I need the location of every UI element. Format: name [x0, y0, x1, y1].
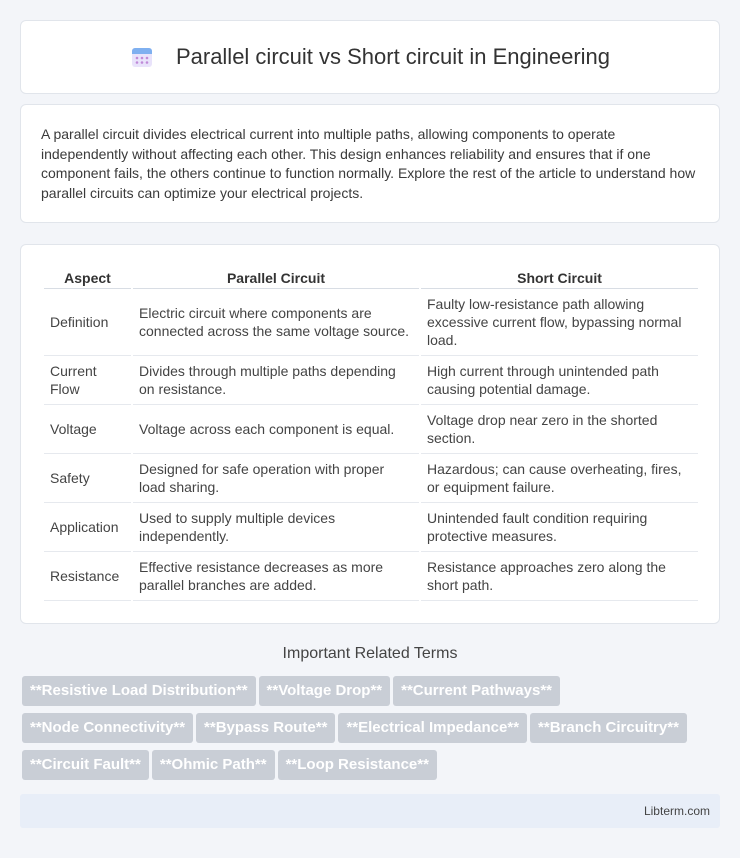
row-short: Hazardous; can cause overheating, fires, or equipment failure.	[421, 454, 698, 503]
related-terms-heading: Important Related Terms	[282, 645, 458, 662]
table-row	[44, 503, 698, 552]
row-parallel: Effective resistance decreases as more parallel branches are added.	[133, 552, 419, 601]
row-parallel: Divides through multiple paths depending on resistance.	[133, 356, 419, 405]
row-aspect: Application	[44, 503, 131, 552]
term-tag[interactable]: **Current Pathways**	[393, 676, 560, 706]
row-aspect: Voltage	[44, 405, 131, 454]
term-tag[interactable]: **Voltage Drop**	[259, 676, 391, 706]
row-short: Unintended fault condition requiring protective measures.	[421, 503, 698, 552]
term-tag[interactable]: **Circuit Fault**	[22, 750, 149, 780]
header-short-circuit: Short Circuit	[421, 265, 698, 289]
intro-text: A parallel circuit divides electrical current into multiple paths, allowing components to operate independently without affecting each other. This design enhances reliability and ensures that if one component fails, the others continue to function normally. Explore the rest of the article to understand how parallel circuits can optimize your electrical projects.	[41, 126, 696, 201]
term-tag[interactable]: **Branch Circuitry**	[530, 713, 687, 743]
row-parallel: Electric circuit where components are connected across the same voltage source.	[133, 289, 419, 356]
term-tag[interactable]: **Loop Resistance**	[278, 750, 437, 780]
term-tag[interactable]: **Electrical Impedance**	[338, 713, 527, 743]
related-terms-list	[22, 676, 722, 787]
footer	[20, 794, 720, 828]
intro-card	[20, 104, 720, 223]
row-parallel: Used to supply multiple devices independently.	[133, 503, 419, 552]
table-header-row	[44, 265, 698, 289]
row-short: Resistance approaches zero along the short path.	[421, 552, 698, 601]
table-row	[44, 552, 698, 601]
term-tag[interactable]: **Bypass Route**	[196, 713, 335, 743]
comparison-table	[42, 265, 700, 601]
row-aspect: Safety	[44, 454, 131, 503]
header-aspect: Aspect	[44, 265, 131, 289]
term-tag[interactable]: **Ohmic Path**	[152, 750, 275, 780]
row-aspect: Resistance	[44, 552, 131, 601]
row-parallel: Voltage across each component is equal.	[133, 405, 419, 454]
comparison-table-card	[20, 244, 720, 624]
row-short: Faulty low-resistance path allowing excessive current flow, bypassing normal load.	[421, 289, 698, 356]
term-tag[interactable]: **Node Connectivity**	[22, 713, 193, 743]
table-row	[44, 289, 698, 356]
footer-brand[interactable]: Libterm.com	[643, 804, 710, 818]
term-tag[interactable]: **Resistive Load Distribution**	[22, 676, 256, 706]
row-short: Voltage drop near zero in the shorted section.	[421, 405, 698, 454]
row-parallel: Designed for safe operation with proper load sharing.	[133, 454, 419, 503]
page-title: Parallel circuit vs Short circuit in Engineering	[175, 44, 611, 69]
row-aspect: Current Flow	[44, 356, 131, 405]
title-card	[20, 20, 720, 94]
table-row	[44, 454, 698, 503]
row-short: High current through unintended path causing potential damage.	[421, 356, 698, 405]
row-aspect: Definition	[44, 289, 131, 356]
table-row	[44, 405, 698, 454]
header-parallel-circuit: Parallel Circuit	[133, 265, 419, 289]
table-row	[44, 356, 698, 405]
calendar-icon	[130, 45, 154, 69]
